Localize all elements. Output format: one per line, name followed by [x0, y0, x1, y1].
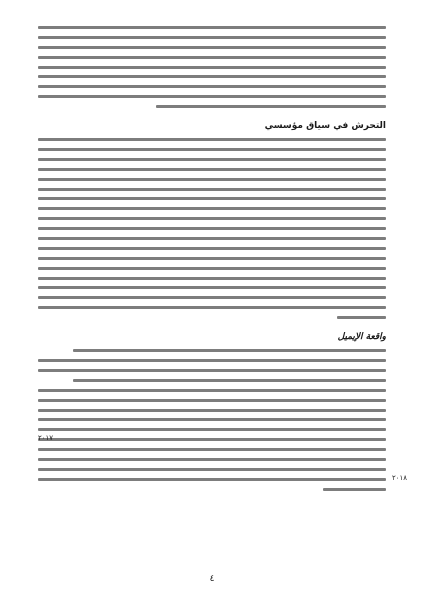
- year-2018: ٢٠١٨: [392, 474, 408, 482]
- paragraph-intro: [38, 26, 386, 108]
- section-heading-email-incident: واقعة الإيميل: [337, 332, 386, 343]
- paragraph-email-incident: [38, 349, 386, 490]
- paragraph-institutional-context: [38, 138, 386, 319]
- year-2017: ٢٠١٧: [38, 434, 54, 442]
- page-number: ٤: [209, 574, 215, 584]
- section-heading-institutional-context: التحرش في سياق مؤسسي: [264, 121, 386, 132]
